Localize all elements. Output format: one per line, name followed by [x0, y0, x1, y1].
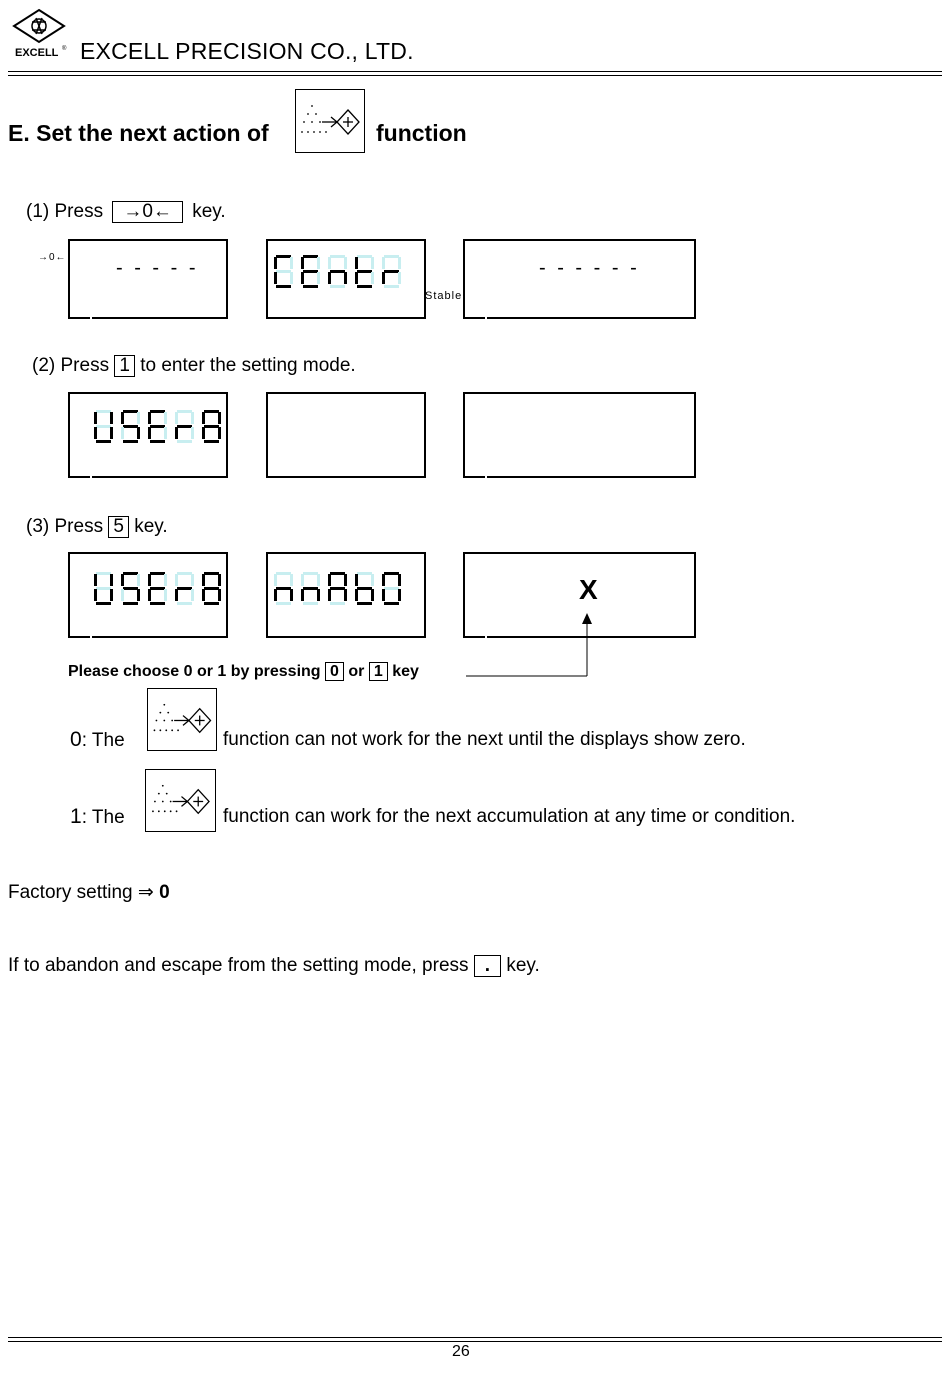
segment: [191, 412, 194, 424]
segment: [344, 574, 347, 586]
segment: [175, 574, 178, 586]
seven-segment-centr: [272, 251, 422, 311]
segment: [150, 587, 165, 590]
segment: [137, 589, 140, 601]
choose-instruction: [68, 662, 419, 681]
accumulate-function-icon: [147, 688, 217, 751]
segment: [276, 255, 291, 258]
segment: [330, 255, 345, 258]
segment: [148, 412, 151, 424]
segment: [303, 270, 318, 273]
segment: [355, 574, 358, 586]
segment: [94, 574, 97, 586]
segment: [110, 589, 113, 601]
segment: [204, 572, 219, 575]
option0-label: [70, 728, 125, 752]
segment: [276, 587, 291, 590]
segment: [328, 272, 331, 284]
segment: [123, 587, 138, 590]
lcd-x-value: X: [579, 574, 598, 605]
segment: [328, 257, 331, 269]
segment: [218, 589, 221, 601]
segment: [290, 574, 293, 586]
segment: [330, 270, 345, 273]
segment: [150, 425, 165, 428]
segment: [276, 285, 291, 288]
segment: [290, 589, 293, 601]
segment: [382, 574, 385, 586]
lcd-display-5: [266, 392, 426, 478]
segment: [303, 285, 318, 288]
segment: [123, 602, 138, 605]
segment: [204, 602, 219, 605]
segment: [191, 589, 194, 601]
segment: [177, 587, 192, 590]
one-key: 1: [369, 662, 388, 681]
segment: [274, 589, 277, 601]
segment: [148, 574, 151, 586]
footer-rule-2: [8, 1341, 942, 1342]
segment: [357, 572, 372, 575]
lcd-display-4: [68, 392, 228, 478]
segment: [96, 425, 111, 428]
segment: [148, 589, 151, 601]
segment: [330, 572, 345, 575]
segment: [123, 410, 138, 413]
segment: [330, 285, 345, 288]
section-title-suffix: function: [376, 120, 467, 146]
segment: [276, 602, 291, 605]
option0-text: function can not work for the next until the displays show zero.: [223, 729, 746, 750]
segment: [218, 574, 221, 586]
segment: [177, 440, 192, 443]
segment: [317, 257, 320, 269]
step3-suffix: key.: [134, 516, 168, 537]
lcd-display-2: [266, 239, 426, 319]
accumulate-function-icon: [295, 89, 365, 153]
choose-prefix: Please choose 0 or 1 by pressing: [68, 663, 321, 680]
zero-indicator: →0←: [38, 252, 67, 263]
step1-label: (1) Press: [26, 201, 104, 222]
segment: [148, 427, 151, 439]
segment: [382, 272, 385, 284]
segment: [191, 574, 194, 586]
step1-suffix: key.: [192, 201, 226, 222]
option1-text: function can work for the next accumulation at any time or condition.: [223, 806, 796, 827]
seven-segment-user: [92, 568, 242, 628]
segment: [303, 587, 318, 590]
segment: [317, 574, 320, 586]
step2-instruction: [32, 355, 356, 377]
segment: [384, 602, 399, 605]
segment: [123, 425, 138, 428]
segment: [96, 440, 111, 443]
page-number: 26: [452, 1343, 470, 1360]
segment: [274, 272, 277, 284]
segment: [164, 412, 167, 424]
segment: [384, 587, 399, 590]
segment: [204, 587, 219, 590]
escape-prefix: If to abandon and escape from the setting mode, press: [8, 955, 469, 976]
segment: [274, 574, 277, 586]
segment: [355, 257, 358, 269]
header-rule-2: [8, 75, 942, 76]
company-name: EXCELL PRECISION CO., LTD.: [80, 38, 414, 64]
segment: [274, 257, 277, 269]
segment: [317, 272, 320, 284]
segment: [218, 427, 221, 439]
lcd-display-3: [463, 239, 696, 319]
segment: [137, 412, 140, 424]
segment: [204, 425, 219, 428]
one-key: 1: [114, 355, 135, 377]
option0-the: : The: [81, 730, 125, 751]
accumulate-function-icon: [145, 769, 216, 832]
segment: [175, 589, 178, 601]
option0-number: 0: [70, 728, 82, 751]
escape-instruction: [8, 955, 540, 977]
segment: [191, 427, 194, 439]
segment: [382, 257, 385, 269]
segment: [164, 589, 167, 601]
footer-rule: [8, 1337, 942, 1338]
factory-value: 0: [159, 882, 170, 903]
segment: [371, 589, 374, 601]
segment: [164, 427, 167, 439]
step2-label: (2) Press: [32, 355, 110, 376]
section-title: E. Set the next action of: [8, 120, 269, 146]
dot-key: .: [474, 955, 501, 977]
segment: [177, 602, 192, 605]
segment: [218, 412, 221, 424]
segment: [303, 602, 318, 605]
lcd-display-7: [68, 552, 228, 638]
choose-mid: or: [348, 663, 365, 680]
step2-suffix: to enter the setting mode.: [140, 355, 356, 376]
segment: [301, 589, 304, 601]
segment: [164, 574, 167, 586]
segment: [355, 272, 358, 284]
five-key: 5: [108, 516, 129, 538]
segment: [202, 412, 205, 424]
step3-label: (3) Press: [26, 516, 104, 537]
segment: [398, 589, 401, 601]
segment: [94, 412, 97, 424]
segment: [110, 427, 113, 439]
segment: [123, 572, 138, 575]
segment: [371, 272, 374, 284]
segment: [202, 589, 205, 601]
segment: [96, 587, 111, 590]
segment: [357, 270, 372, 273]
segment: [150, 440, 165, 443]
segment: [357, 285, 372, 288]
segment: [290, 272, 293, 284]
segment: [398, 574, 401, 586]
option1-number: 1: [70, 805, 82, 828]
segment: [137, 574, 140, 586]
segment: [177, 410, 192, 413]
segment: [94, 427, 97, 439]
lcd-display-6: [463, 392, 696, 478]
segment: [301, 257, 304, 269]
zero-key: →0←: [112, 201, 183, 223]
segment: [357, 602, 372, 605]
segment: [121, 574, 124, 586]
step3-instruction: [26, 516, 168, 538]
segment: [96, 410, 111, 413]
segment: [398, 257, 401, 269]
factory-setting: [8, 881, 170, 904]
segment: [384, 270, 399, 273]
choose-suffix: key: [392, 663, 419, 680]
svg-text:EXCELL: EXCELL: [15, 47, 59, 59]
lcd-dashes: - - - - -: [116, 257, 199, 279]
option1-label: [70, 805, 125, 829]
segment: [94, 589, 97, 601]
segment: [330, 587, 345, 590]
segment: [276, 270, 291, 273]
segment: [384, 255, 399, 258]
escape-suffix: key.: [506, 955, 540, 976]
segment: [303, 572, 318, 575]
segment: [204, 410, 219, 413]
segment: [384, 285, 399, 288]
segment: [301, 272, 304, 284]
seven-segment-user: [92, 406, 242, 466]
segment: [357, 587, 372, 590]
segment: [121, 427, 124, 439]
segment: [328, 589, 331, 601]
segment: [175, 412, 178, 424]
segment: [328, 574, 331, 586]
segment: [96, 572, 111, 575]
segment: [330, 602, 345, 605]
excell-logo: [10, 8, 70, 60]
svg-text:®: ®: [62, 46, 67, 52]
segment: [202, 574, 205, 586]
factory-label: Factory setting: [8, 882, 133, 903]
segment: [290, 257, 293, 269]
segment: [110, 412, 113, 424]
segment: [204, 440, 219, 443]
step1-instruction: [26, 201, 226, 223]
lcd-dashes: - - - - - -: [539, 257, 640, 279]
segment: [398, 272, 401, 284]
lcd-display-8: [266, 552, 426, 638]
segment: [175, 427, 178, 439]
segment: [382, 589, 385, 601]
lcd-display-1: [68, 239, 228, 319]
segment: [355, 589, 358, 601]
segment: [344, 272, 347, 284]
segment: [123, 440, 138, 443]
segment: [317, 589, 320, 601]
segment: [96, 602, 111, 605]
zero-key: 0: [325, 662, 344, 681]
option1-the: : The: [81, 807, 125, 828]
segment: [344, 257, 347, 269]
segment: [177, 572, 192, 575]
segment: [150, 410, 165, 413]
seven-segment-nnabo: [272, 568, 422, 628]
segment: [357, 255, 372, 258]
segment: [371, 574, 374, 586]
segment: [344, 589, 347, 601]
segment: [121, 589, 124, 601]
segment: [202, 427, 205, 439]
stable-label: Stable: [425, 290, 463, 302]
segment: [137, 427, 140, 439]
excell-logo-icon: [10, 8, 70, 60]
pointer-arrow: [460, 610, 600, 682]
segment: [150, 602, 165, 605]
implies-arrow-icon: ⇒: [137, 882, 154, 903]
segment: [150, 572, 165, 575]
segment: [276, 572, 291, 575]
segment: [177, 425, 192, 428]
segment: [121, 412, 124, 424]
segment: [110, 574, 113, 586]
segment: [303, 255, 318, 258]
segment: [371, 257, 374, 269]
segment: [301, 574, 304, 586]
segment: [384, 572, 399, 575]
header-rule: [8, 71, 942, 72]
